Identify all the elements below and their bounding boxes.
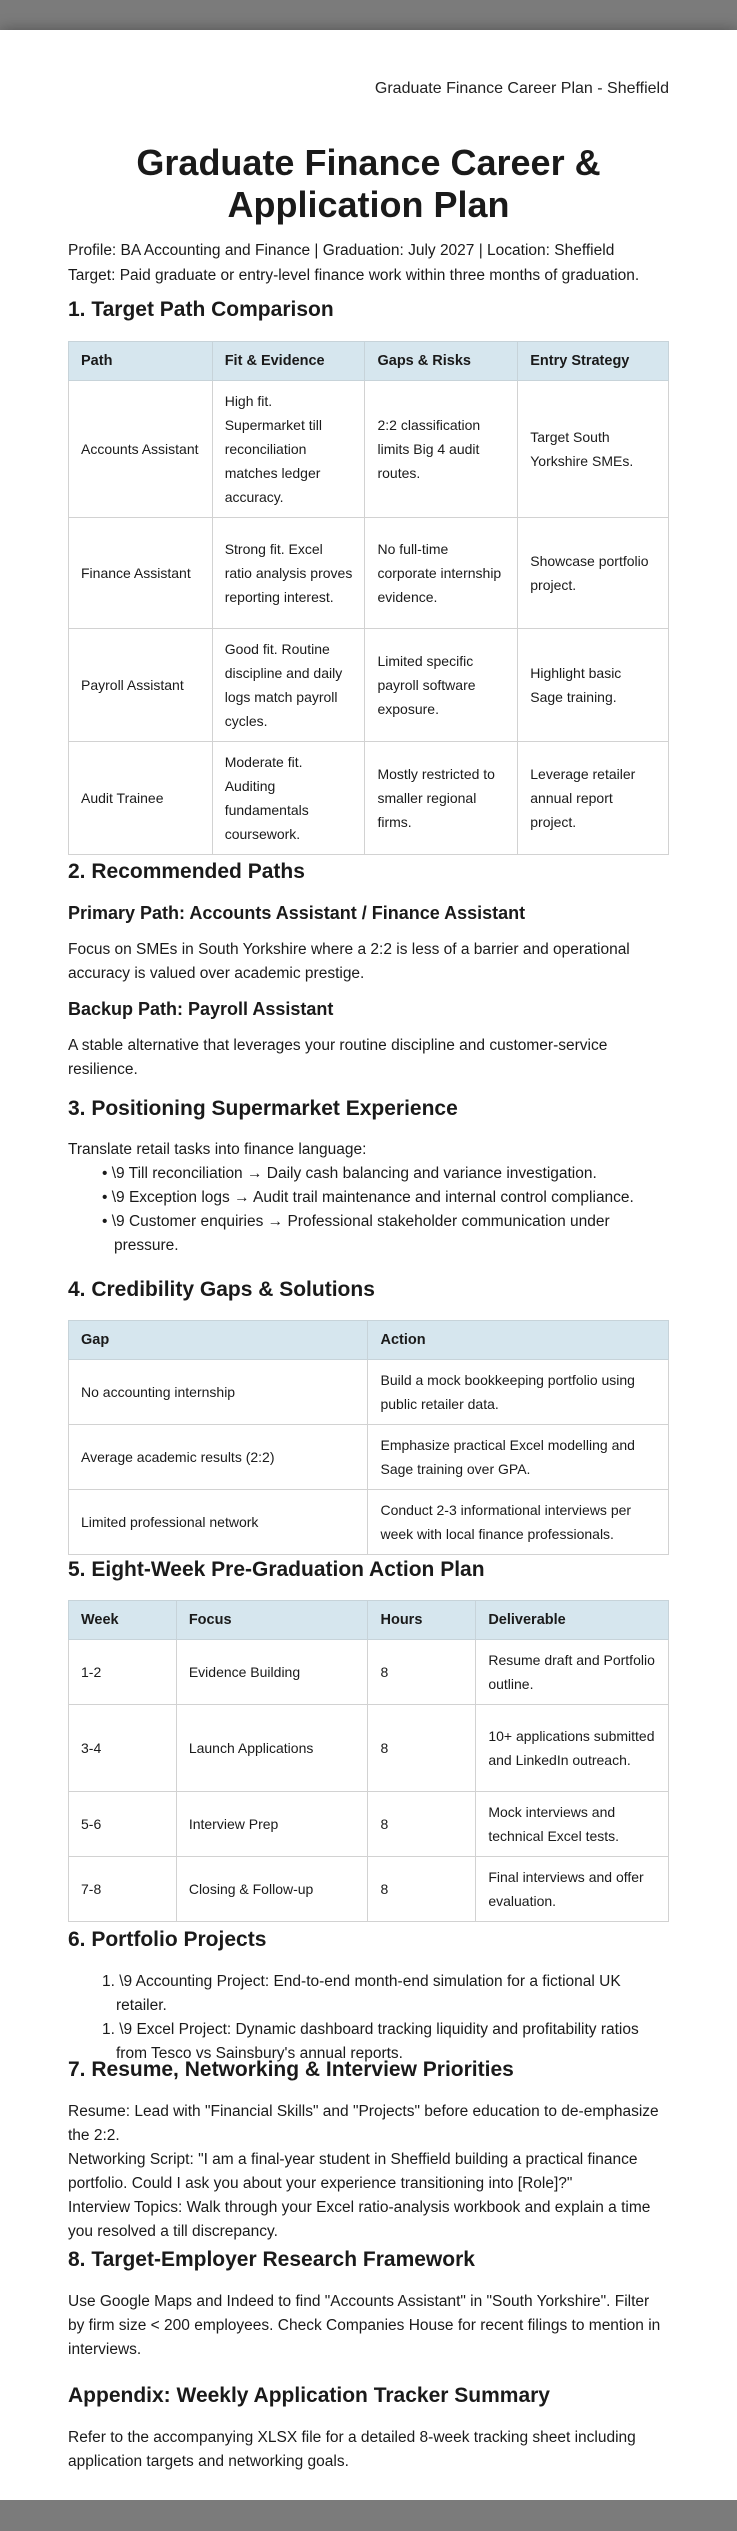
supermarket-bullet-list (68, 1162, 669, 1258)
column-header: Entry Strategy (518, 342, 669, 381)
table-cell: Resume draft and Portfolio outline. (476, 1640, 669, 1705)
table-cell: Target South Yorkshire SMEs. (518, 381, 669, 518)
column-header: Week (69, 1601, 177, 1640)
research-framework-text: Use Google Maps and Indeed to find "Accounts Assistant" in "South Yorkshire". Filter by firm size < 200 employees. Check Companies House for recent filings to mention in interviews. (68, 2293, 661, 2358)
table-cell: Highlight basic Sage training. (518, 629, 669, 742)
table-cell: Interview Prep (176, 1792, 368, 1857)
table-row (69, 1792, 669, 1857)
table-cell: Launch Applications (176, 1705, 368, 1792)
section-heading-recommended-paths: 2. Recommended Paths (68, 860, 305, 883)
table-cell: Showcase portfolio project. (518, 518, 669, 629)
section-heading-target-path: 1. Target Path Comparison (68, 298, 334, 321)
column-header: Hours (368, 1601, 476, 1640)
priority-line: Resume: Lead with "Financial Skills" and "Projects" before education to de-emphasize the 2:2. (68, 2103, 659, 2144)
list-item: 1. \9 Accounting Project: End-to-end month-end simulation for a fictional UK retailer. (102, 1973, 621, 2014)
table-cell: Audit Trainee (69, 742, 213, 855)
table-cell: 2:2 classification limits Big 4 audit routes. (365, 381, 518, 518)
section-heading-research: 8. Target-Employer Research Framework (68, 2248, 475, 2271)
resume-priorities-block (68, 2100, 669, 2244)
table-cell: 1-2 (69, 1640, 177, 1705)
table-cell: 3-4 (69, 1705, 177, 1792)
running-header: Graduate Finance Career Plan - Sheffield (374, 80, 669, 97)
backup-path-heading: Backup Path: Payroll Assistant (68, 999, 334, 1019)
table-cell: Closing & Follow-up (176, 1857, 368, 1922)
viewer-top-bar (0, 0, 737, 30)
action-plan-table (68, 1600, 669, 1922)
table-cell: Mock interviews and technical Excel tests. (476, 1792, 669, 1857)
table-row (69, 1360, 669, 1425)
table-cell: Strong fit. Excel ratio analysis proves reporting interest. (212, 518, 365, 629)
table-cell: Final interviews and offer evaluation. (476, 1857, 669, 1922)
table-row (69, 1857, 669, 1922)
table-cell: Build a mock bookkeeping portfolio using public retailer data. (368, 1360, 669, 1425)
table-header-row (69, 1601, 669, 1640)
table-cell: Conduct 2-3 informational interviews per week with local finance professionals. (368, 1490, 669, 1555)
primary-path-heading: Primary Path: Accounts Assistant / Finance Assistant (68, 903, 526, 923)
section-heading-appendix: Appendix: Weekly Application Tracker Summary (68, 2384, 550, 2407)
table-row (69, 742, 669, 855)
profile-line: Profile: BA Accounting and Finance | Graduation: July 2027 | Location: Sheffield (68, 242, 615, 259)
list-item: 1. \9 Excel Project: Dynamic dashboard tracking liquidity and profitability ratios from Tesco vs Sainsbury's annual reports. (102, 2021, 639, 2062)
table-cell: 8 (368, 1705, 476, 1792)
table-cell: No full-time corporate internship evidence. (365, 518, 518, 629)
column-header: Path (69, 342, 213, 381)
appendix-text: Refer to the accompanying XLSX file for a detailed 8-week tracking sheet including application targets and networking goals. (68, 2429, 636, 2470)
backup-path-text: A stable alternative that leverages your routine discipline and customer-service resilience. (68, 1037, 608, 1078)
table-cell: 8 (368, 1857, 476, 1922)
column-header: Gap (69, 1321, 368, 1360)
table-cell: Mostly restricted to smaller regional firms. (365, 742, 518, 855)
list-item: • \9 Till reconciliation → Daily cash balancing and variance investigation. (102, 1165, 597, 1182)
section-heading-portfolio: 6. Portfolio Projects (68, 1928, 267, 1951)
table-cell: 8 (368, 1792, 476, 1857)
table-cell: Payroll Assistant (69, 629, 213, 742)
viewer-bottom-bar (0, 2500, 737, 2531)
table-row (69, 1705, 669, 1792)
table-cell: Finance Assistant (69, 518, 213, 629)
section-heading-supermarket: 3. Positioning Supermarket Experience (68, 1097, 458, 1120)
section-heading-action-plan: 5. Eight-Week Pre-Graduation Action Plan (68, 1558, 485, 1581)
table-cell: 5-6 (69, 1792, 177, 1857)
table-cell: Evidence Building (176, 1640, 368, 1705)
priority-line: Interview Topics: Walk through your Excel ratio-analysis workbook and explain a time you resolved a till discrepancy. (68, 2199, 651, 2240)
priority-line: Networking Script: "I am a final-year student in Sheffield building a practical finance portfolio. Could I ask you about your experience transitioning into [Role]?" (68, 2151, 638, 2192)
table-cell: No accounting internship (69, 1360, 368, 1425)
section-heading-credibility: 4. Credibility Gaps & Solutions (68, 1278, 375, 1301)
table-cell: 8 (368, 1640, 476, 1705)
primary-path-text: Focus on SMEs in South Yorkshire where a 2:2 is less of a barrier and operational accuracy is valued over academic prestige. (68, 941, 630, 982)
table-cell: Average academic results (2:2) (69, 1425, 368, 1490)
table-cell: High fit. Supermarket till reconciliation matches ledger accuracy. (212, 381, 365, 518)
column-header: Deliverable (476, 1601, 669, 1640)
table-cell: 10+ applications submitted and LinkedIn outreach. (476, 1705, 669, 1792)
table-cell: Emphasize practical Excel modelling and Sage training over GPA. (368, 1425, 669, 1490)
table-row (69, 1640, 669, 1705)
table-cell: Leverage retailer annual report project. (518, 742, 669, 855)
table-row (69, 381, 669, 518)
table-cell: Limited professional network (69, 1490, 368, 1555)
table-row (69, 518, 669, 629)
target-line: Target: Paid graduate or entry-level finance work within three months of graduation. (68, 267, 640, 284)
table-header-row (69, 342, 669, 381)
portfolio-project-list (68, 1970, 669, 2066)
list-item: • \9 Customer enquiries → Professional stakeholder communication under pressure. (102, 1213, 610, 1254)
table-header-row (69, 1321, 669, 1360)
table-cell: Accounts Assistant (69, 381, 213, 518)
table-cell: 7-8 (69, 1857, 177, 1922)
column-header: Action (368, 1321, 669, 1360)
credibility-table (68, 1320, 669, 1555)
target-path-table (68, 341, 669, 855)
document-page (0, 30, 737, 2500)
column-header: Gaps & Risks (365, 342, 518, 381)
table-cell: Limited specific payroll software exposure. (365, 629, 518, 742)
column-header: Focus (176, 1601, 368, 1640)
column-header: Fit & Evidence (212, 342, 365, 381)
table-row (69, 1490, 669, 1555)
document-title: Graduate Finance Career & Application Plan (136, 142, 601, 225)
table-cell: Good fit. Routine discipline and daily logs match payroll cycles. (212, 629, 365, 742)
table-cell: Moderate fit. Auditing fundamentals coursework. (212, 742, 365, 855)
section-heading-resume: 7. Resume, Networking & Interview Priorities (68, 2058, 514, 2081)
supermarket-intro: Translate retail tasks into finance language: (68, 1141, 367, 1158)
list-item: • \9 Exception logs → Audit trail maintenance and internal control compliance. (102, 1189, 634, 1206)
table-row (69, 629, 669, 742)
table-row (69, 1425, 669, 1490)
profile-block (68, 238, 688, 288)
